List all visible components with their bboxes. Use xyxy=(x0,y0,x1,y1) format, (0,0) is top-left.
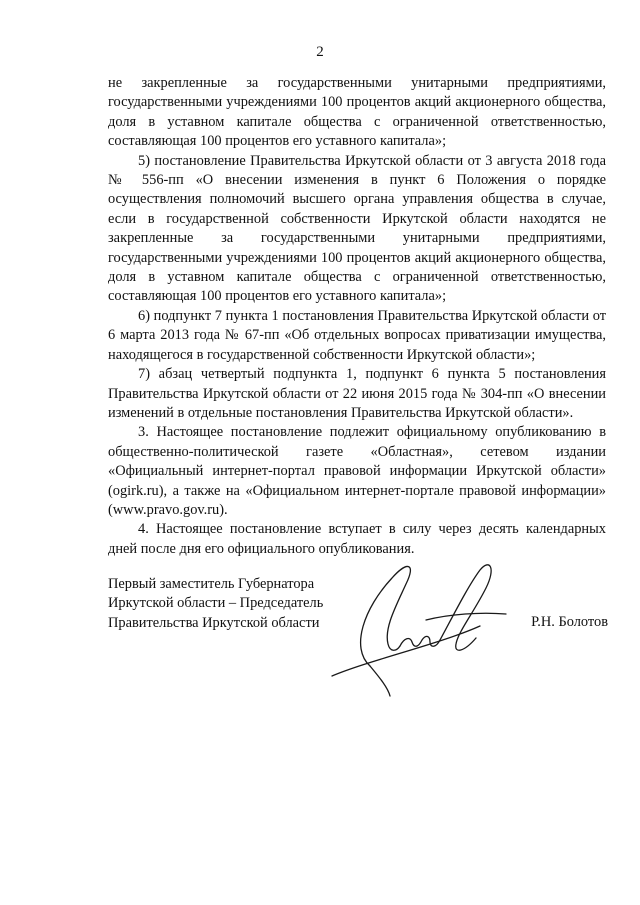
paragraph-item-7: 7) абзац четвертый подпункта 1, подпункт 6 пункта 5 постановления Правительства Иркутской области от 22 июня 2015 года № 304-пп «О внесении изменений в отдельные постановления Правительства Иркутской области». xyxy=(108,366,606,421)
handwritten-signature xyxy=(330,548,530,698)
paragraph-item-5: 5) постановление Правительства Иркутской области от 3 августа 2018 года № 556-пп «О внесении изменения в пункт 6 Положения о порядке осуществления полномочий высшего органа управления общества в случае, если в государственной собственности Иркутской области находятся не закрепленные за государственными унитарными предприятиями, государственными учреждениями 100 процентов акций акционерного общества, доля в уставном капитале общества с ограниченной ответственностью, составляющая 100 процентов его уставного капитала»; xyxy=(108,152,606,305)
paragraph-clause-3: 3. Настоящее постановление подлежит официальному опубликованию в общественно-политической газете «Областная», сетевом издании «Официальный интернет-портал правовой информации Иркутской области» (ogirk.ru), а также на «Официальном интернет-портале правовой информации» (www.pravo.gov.ru). xyxy=(108,424,606,518)
document-body xyxy=(108,74,606,559)
signatory-title-line: Первый заместитель Губернатора xyxy=(108,576,315,592)
signatory-title-line: Правительства Иркутской области xyxy=(108,614,320,631)
paragraph-clause-4: 4. Настоящее постановление вступает в силу через десять календарных дней после дня его официального опубликования. xyxy=(108,521,606,557)
page-number: 2 xyxy=(316,44,324,60)
signatory-name: Р.Н. Болотов xyxy=(531,614,608,630)
paragraph-continuation: не закрепленные за государственными унитарными предприятиями, государственными учреждениями 100 процентов акций акционерного общества, доля в уставном капитале общества с ограниченной ответственностью, составляющая 100 процентов его уставного капитала»; xyxy=(108,75,606,150)
signatory-title-line: Иркутской области – Председатель xyxy=(108,595,324,612)
paragraph-item-6: 6) подпункт 7 пункта 1 постановления Правительства Иркутской области от 6 марта 2013 года № 67-пп «Об отдельных вопросах приватизации имущества, находящегося в государственной собственности Иркутской области»; xyxy=(108,307,606,363)
